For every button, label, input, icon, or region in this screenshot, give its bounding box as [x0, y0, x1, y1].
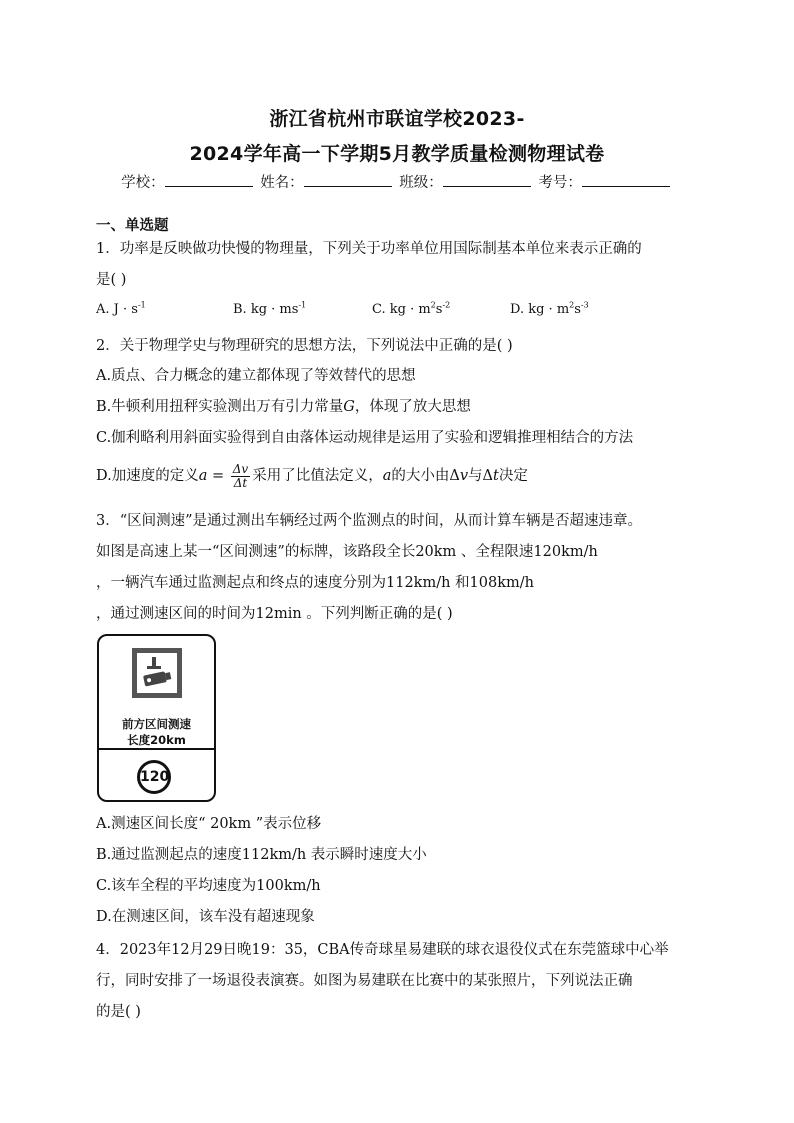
- q1-option-d[interactable]: D. kg · $m^2s^{-3}$: [510, 300, 589, 317]
- q1-option-b[interactable]: B. kg · $ms^{-1}$: [233, 300, 307, 317]
- q4-line1: 4．2023年12月29日晚19：35，CBA传奇球星易建联的球衣退役仪式在东莞篮球中心举: [96, 942, 669, 958]
- q3-option-b[interactable]: B.通过监测起点的速度112km/h 表示瞬时速度大小: [96, 847, 427, 863]
- q2-option-c[interactable]: C.伽利略利用斜面实验得到自由落体运动规律是运用了实验和逻辑推理相结合的方法: [96, 430, 634, 446]
- speed-zone-sign: [97, 634, 216, 802]
- q1-options: [0, 302, 794, 322]
- q1-option-a[interactable]: A. $J \cdot s^{-1}$: [96, 300, 146, 317]
- q4-line2: 行，同时安排了一场退役表演赛。如图为易建联在比赛中的某张照片，下列说法正确: [96, 973, 633, 989]
- title-line-1: 浙江省杭州市联谊学校2023-: [269, 108, 525, 130]
- q1-option-c[interactable]: C. kg · $m^2s^{-2}$: [372, 300, 451, 317]
- title-line-2: 2024学年高一下学期5月教学质量检测物理试卷: [189, 143, 605, 165]
- school-blank[interactable]: [165, 172, 253, 187]
- name-label: 姓名：: [260, 175, 304, 191]
- name-blank[interactable]: [304, 172, 392, 187]
- exam-no-label: 考号：: [538, 175, 582, 191]
- q4-line3: 的是( ): [96, 1004, 141, 1020]
- section-heading: 一、单选题: [96, 218, 169, 234]
- acceleration-fraction: $\frac{\Delta v}{\Delta t}$: [232, 461, 249, 490]
- class-label: 班级：: [399, 175, 443, 191]
- class-blank[interactable]: [443, 172, 531, 187]
- exam-no-blank[interactable]: [582, 172, 670, 187]
- q1-stem-line1: 1．功率是反映做功快慢的物理量，下列关于功率单位用国际制基本单位来表示正确的: [96, 241, 642, 257]
- q3-option-c[interactable]: C.该车全程的平均速度为100km/h: [96, 878, 321, 894]
- q3-line2: 如图是高速上某一“区间测速”的标牌，该路段全长20km 、全程限速120km/h: [96, 544, 598, 560]
- student-info-row: [0, 171, 794, 192]
- q3-line3: ，一辆汽车通过监测起点和终点的速度分别为112km/h 和108km/h: [96, 575, 534, 591]
- q1-stem-line2: 是( ): [96, 272, 127, 288]
- q3-line1: 3．“区间测速”是通过测出车辆经过两个监测点的时间，从而计算车辆是否超速违章。: [96, 513, 643, 529]
- q2-stem: 2．关于物理学史与物理研究的思想方法，下列说法中正确的是( ): [96, 338, 513, 354]
- q3-option-a[interactable]: A.测速区间长度“ 20km ”表示位移: [96, 816, 322, 832]
- speed-limit-badge: 120: [137, 760, 171, 794]
- school-label: 学校：: [121, 175, 165, 191]
- speed-camera-icon: [137, 653, 177, 693]
- sign-divider: [99, 748, 214, 750]
- q3-option-d[interactable]: D.在测速区间，该车没有超速现象: [96, 909, 315, 925]
- q2-option-a[interactable]: A.质点、合力概念的建立都体现了等效替代的思想: [96, 368, 416, 384]
- q2-option-b[interactable]: B.牛顿利用扭秤实验测出万有引力常量G，体现了放大思想: [96, 399, 471, 415]
- camera-panel: [132, 648, 182, 698]
- sign-text-line1: 前方区间测速: [122, 717, 191, 731]
- q2-option-d[interactable]: D.加速度的定义a = $\frac{\Delta v}{\Delta t}$ 采用了比值法定义，a的大小由Δv与Δt决定: [96, 461, 528, 490]
- sign-text-line2: 长度20km: [127, 733, 186, 747]
- q3-line4: ，通过测速区间的时间为12min 。下列判断正确的是( ): [96, 606, 453, 622]
